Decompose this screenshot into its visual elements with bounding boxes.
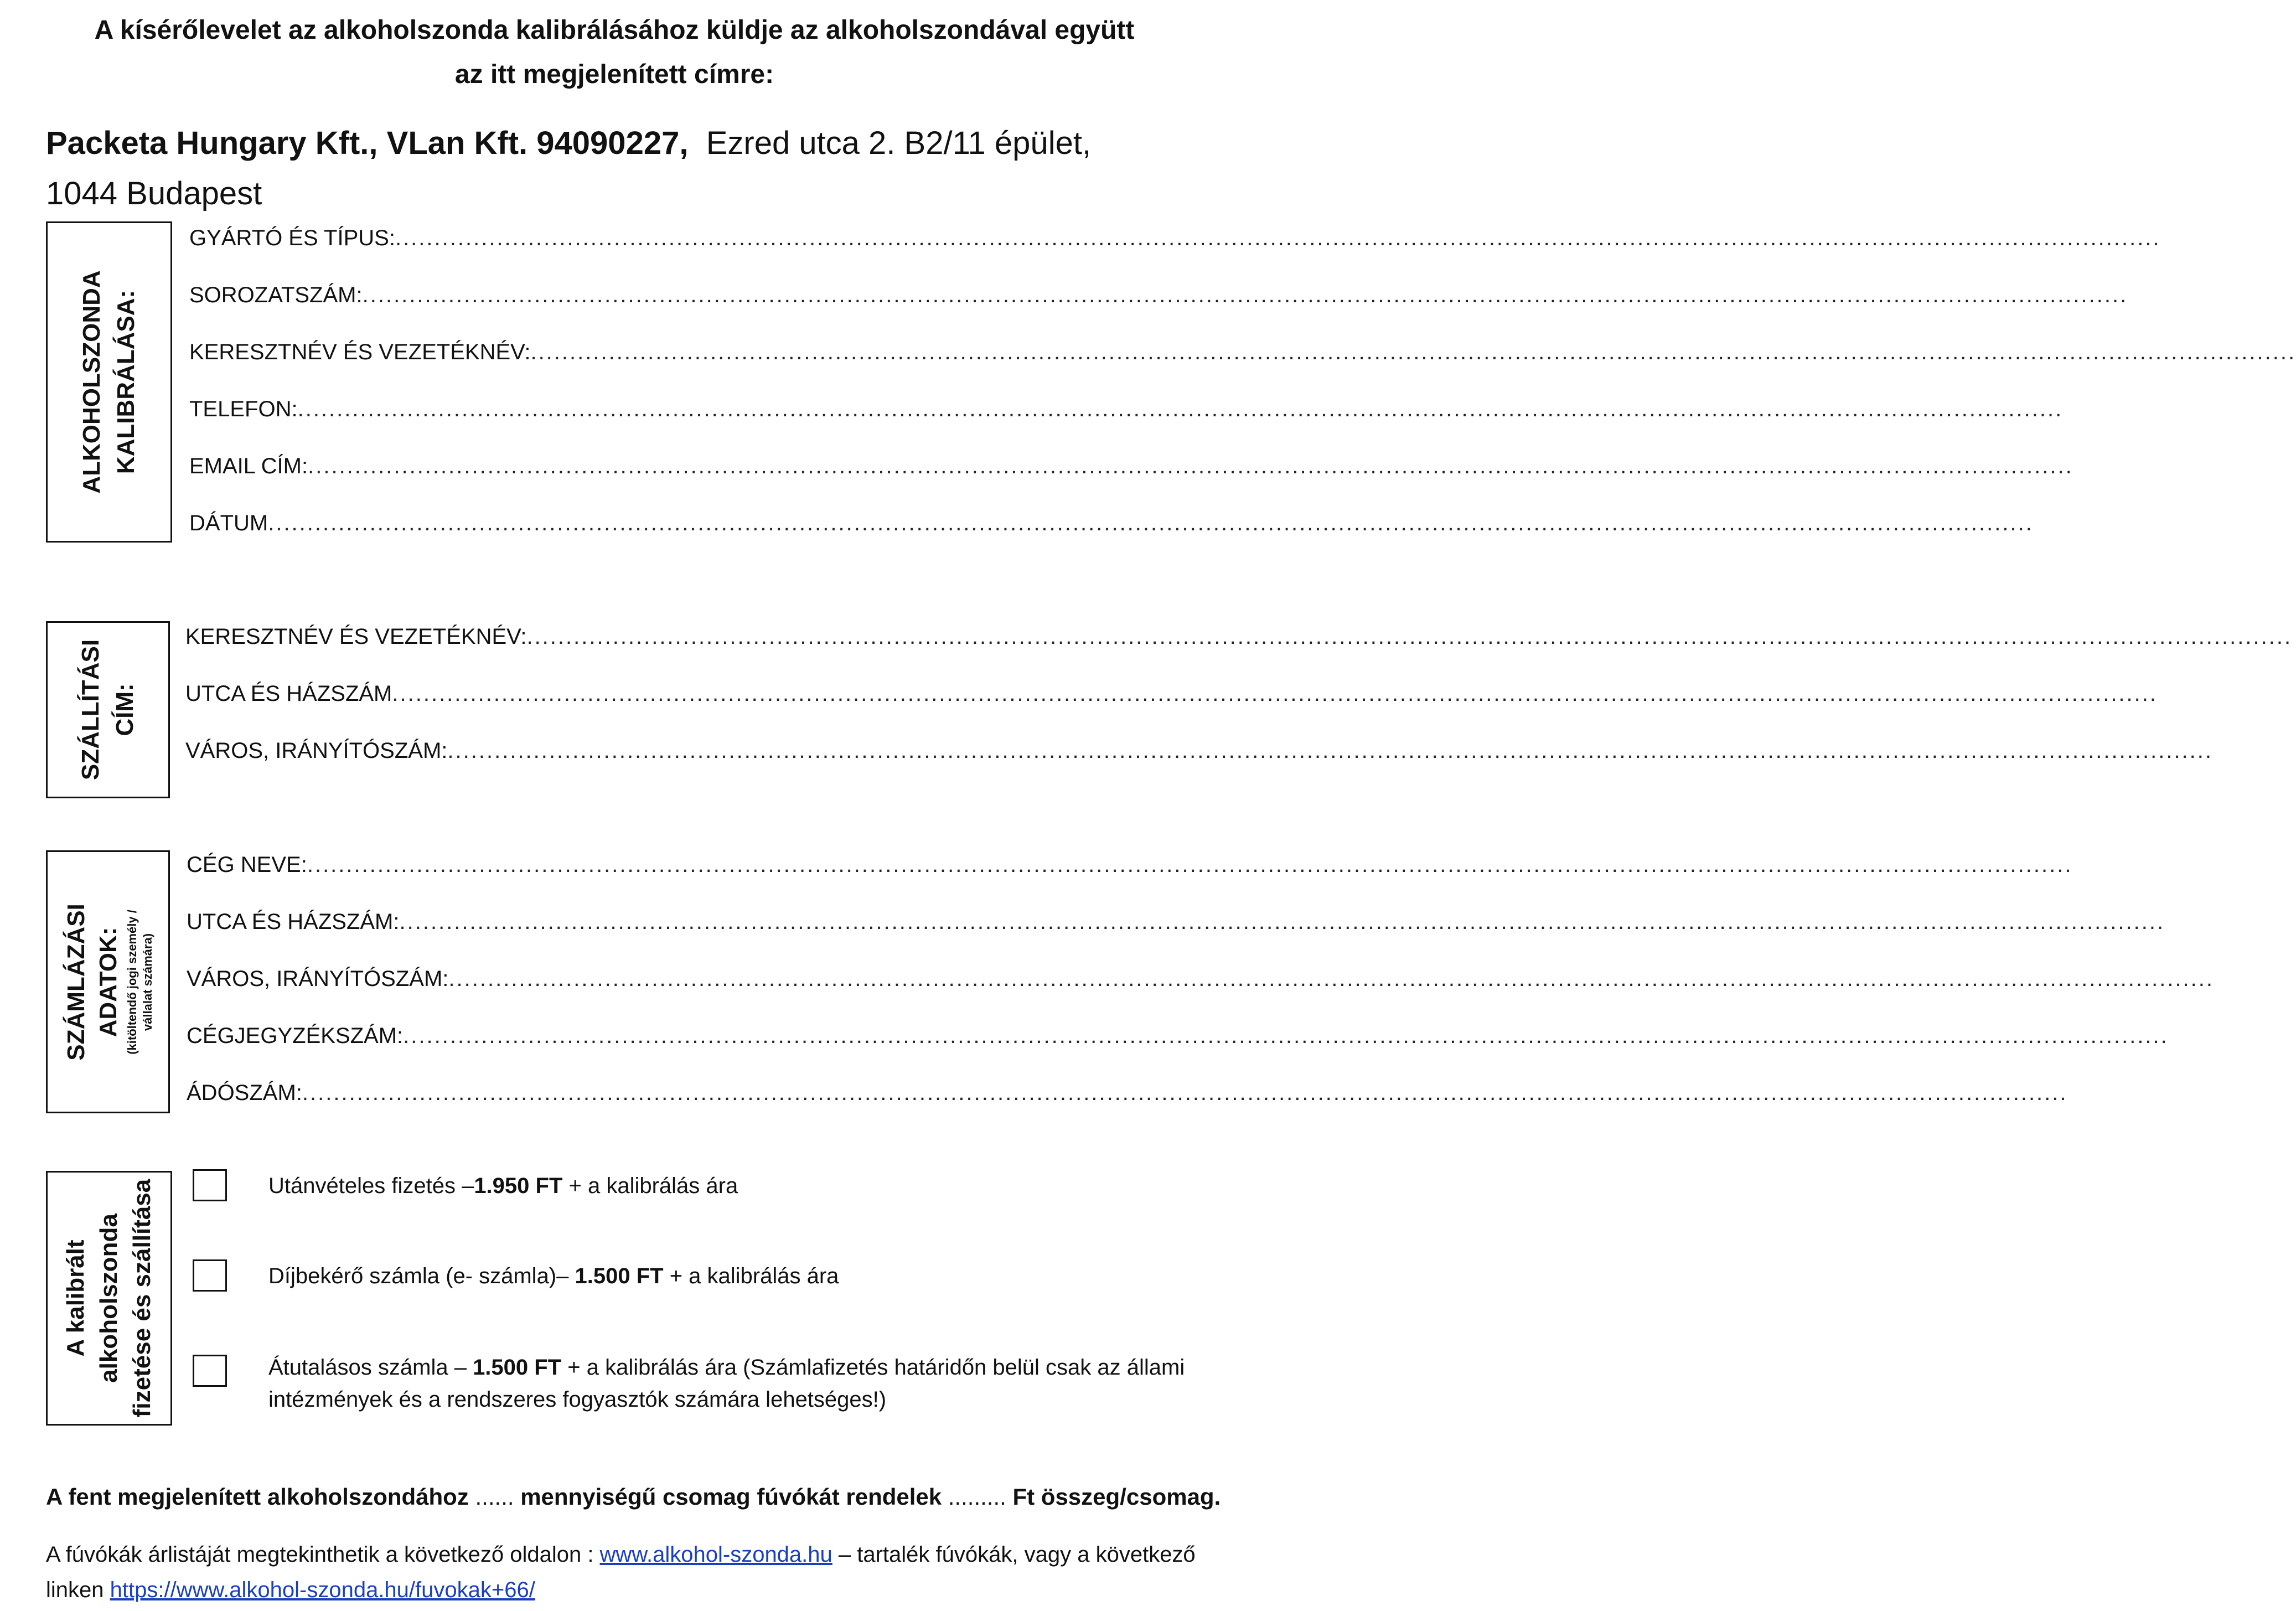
- order-text-1: A fent megjelenített alkoholszondához: [46, 1484, 469, 1510]
- field-email[interactable]: [189, 452, 2073, 480]
- nozzles-link[interactable]: https://www.alkohol-szonda.hu/fuvokak+66/: [110, 1578, 535, 1602]
- fill-line: ..................................................................................................................................................................................................................................: [308, 454, 2073, 478]
- fill-line: ..................................................................................................................................................................................................................................: [530, 340, 2296, 364]
- nozzle-order-line: [46, 1484, 1221, 1510]
- order-price-blank[interactable]: .........: [942, 1484, 1013, 1510]
- footer-text-2: – tartalék fúvókák, vagy a következő: [832, 1542, 1196, 1567]
- payment-label-line-3: fizetése és szállítása: [128, 1179, 156, 1418]
- fill-line: ..................................................................................................................................................................................................................................: [268, 511, 2034, 535]
- field-company-name[interactable]: [187, 851, 2073, 879]
- shipping-label-line-1: SZÁLLÍTÁSI: [77, 639, 104, 781]
- billing-section-label: [46, 850, 170, 1113]
- footer-text-1: A fúvókák árlistáját megtekinthetik a következő oldalon :: [46, 1542, 600, 1567]
- field-shipping-city-zip[interactable]: [185, 737, 2214, 765]
- order-text-3: Ft összeg/csomag.: [1012, 1484, 1221, 1510]
- field-label: VÁROS, IRÁNYÍTÓSZÁM:: [187, 967, 449, 991]
- fill-line: ..................................................................................................................................................................................................................................: [403, 1024, 2169, 1048]
- recipient-address: [46, 118, 1091, 168]
- field-shipping-name[interactable]: [185, 623, 2293, 650]
- field-label: TELEFON:: [189, 397, 298, 421]
- website-link[interactable]: www.alkohol-szonda.hu: [599, 1542, 832, 1567]
- fill-line: ..................................................................................................................................................................................................................................: [448, 967, 2215, 991]
- fill-line: ..................................................................................................................................................................................................................................: [362, 283, 2128, 307]
- payment-label-line-1: A kalibrált: [62, 1240, 89, 1357]
- field-label: UTCA ÉS HÁZSZÁM:: [187, 910, 400, 934]
- shipping-label: [74, 639, 142, 780]
- header-line-1: A kísérőlevelet az alkoholszonda kalibrálásához küldje az alkoholszondával együtt: [94, 16, 1135, 45]
- calibration-label: [75, 270, 143, 493]
- fill-line: ..................................................................................................................................................................................................................................: [302, 1081, 2068, 1105]
- option-cod-payment: [268, 1170, 738, 1202]
- calibration-label-line-1: ALKOHOLSZONDA: [78, 270, 105, 494]
- address-company: Packeta Hungary Kft., VLan Kft. 94090227,: [46, 125, 689, 161]
- bank-transfer-checkbox[interactable]: [193, 1355, 227, 1387]
- fill-line: ..................................................................................................................................................................................................................................: [399, 910, 2165, 934]
- billing-label-line-2: ADATOK:: [95, 927, 122, 1037]
- field-billing-city-zip[interactable]: [187, 965, 2215, 993]
- field-billing-street[interactable]: [187, 908, 2165, 936]
- fill-line: ..................................................................................................................................................................................................................................: [395, 226, 2161, 250]
- field-label: EMAIL CÍM:: [189, 454, 308, 478]
- billing-label-note-2: vállalat számára): [141, 933, 154, 1031]
- field-label: UTCA ÉS HÁZSZÁM: [185, 681, 392, 706]
- fill-line: ..................................................................................................................................................................................................................................: [526, 624, 2293, 649]
- address-street: Ezred utca 2. B2/11 épület,: [706, 125, 1092, 161]
- order-text-2: mennyiségű csomag fúvókát rendelek: [520, 1484, 942, 1510]
- fill-line: ..................................................................................................................................................................................................................................: [392, 681, 2158, 706]
- footer-note: [46, 1537, 1236, 1608]
- option-price: 1.950 FT: [474, 1174, 563, 1198]
- proforma-invoice-checkbox[interactable]: [193, 1259, 227, 1292]
- field-label: CÉGJEGYZÉKSZÁM:: [187, 1024, 404, 1048]
- field-label: CÉG NEVE:: [187, 853, 307, 877]
- option-bank-transfer: [268, 1351, 1221, 1416]
- field-registration-number[interactable]: [187, 1022, 2169, 1050]
- payment-section-label: [46, 1171, 172, 1426]
- field-serial-number[interactable]: [189, 281, 2128, 309]
- option-price: 1.500 FT: [473, 1355, 562, 1380]
- field-label: KERESZTNÉV ÉS VEZETÉKNÉV:: [185, 624, 527, 649]
- field-label: KERESZTNÉV ÉS VEZETÉKNÉV:: [189, 340, 531, 364]
- option-text: Átutalásos számla –: [268, 1355, 473, 1380]
- billing-label-note-1: (kitöltendő jogi személy /: [125, 909, 139, 1055]
- field-label: ÁDÓSZÁM:: [187, 1081, 302, 1105]
- payment-label-line-2: alkoholszonda: [95, 1214, 122, 1383]
- field-manufacturer-type[interactable]: [189, 224, 2161, 252]
- field-label: VÁROS, IRÁNYÍTÓSZÁM:: [185, 739, 448, 763]
- field-label: SOROZATSZÁM:: [189, 283, 363, 307]
- option-text-suffix: + a kalibrálás ára (Számlafizetés határidőn belül csak az állami: [561, 1355, 1185, 1380]
- fill-line: ..................................................................................................................................................................................................................................: [307, 853, 2073, 877]
- shipping-section-label: [46, 621, 170, 798]
- order-quantity-blank[interactable]: ......: [468, 1484, 521, 1510]
- option-text-suffix: + a kalibrálás ára: [663, 1264, 839, 1288]
- field-label: DÁTUM: [189, 511, 268, 535]
- calibration-section-label: [46, 221, 172, 543]
- option-text: Utánvételes fizetés –: [268, 1174, 474, 1198]
- shipping-label-line-2: CÍM:: [111, 683, 138, 736]
- field-date[interactable]: [189, 509, 2034, 537]
- option-proforma-invoice: [268, 1260, 839, 1292]
- field-label: GYÁRTÓ ÉS TÍPUS:: [189, 226, 395, 250]
- header-line-2: az itt megjelenített címre:: [454, 60, 774, 89]
- field-full-name[interactable]: [189, 338, 2296, 366]
- calibration-label-line-2: KALIBRÁLÁSA:: [112, 290, 139, 474]
- field-phone[interactable]: [189, 395, 2064, 423]
- footer-text-3: linken: [46, 1578, 110, 1602]
- billing-label: [60, 903, 156, 1061]
- option-text: Díjbekérő számla (e- számla)–: [268, 1264, 575, 1288]
- payment-label: [59, 1179, 159, 1417]
- cod-payment-checkbox[interactable]: [193, 1169, 227, 1201]
- fill-line: ..................................................................................................................................................................................................................................: [447, 739, 2214, 763]
- field-tax-number[interactable]: [187, 1079, 2068, 1107]
- billing-label-line-1: SZÁMLÁZÁSI: [63, 903, 90, 1061]
- option-price: 1.500 FT: [575, 1264, 664, 1288]
- fill-line: ..................................................................................................................................................................................................................................: [297, 397, 2064, 421]
- option-note: intézmények és a rendszeres fogyasztók számára lehetséges!): [268, 1387, 887, 1412]
- option-text-suffix: + a kalibrálás ára: [562, 1174, 738, 1198]
- field-shipping-street[interactable]: [185, 680, 2158, 708]
- address-city: 1044 Budapest: [46, 175, 262, 211]
